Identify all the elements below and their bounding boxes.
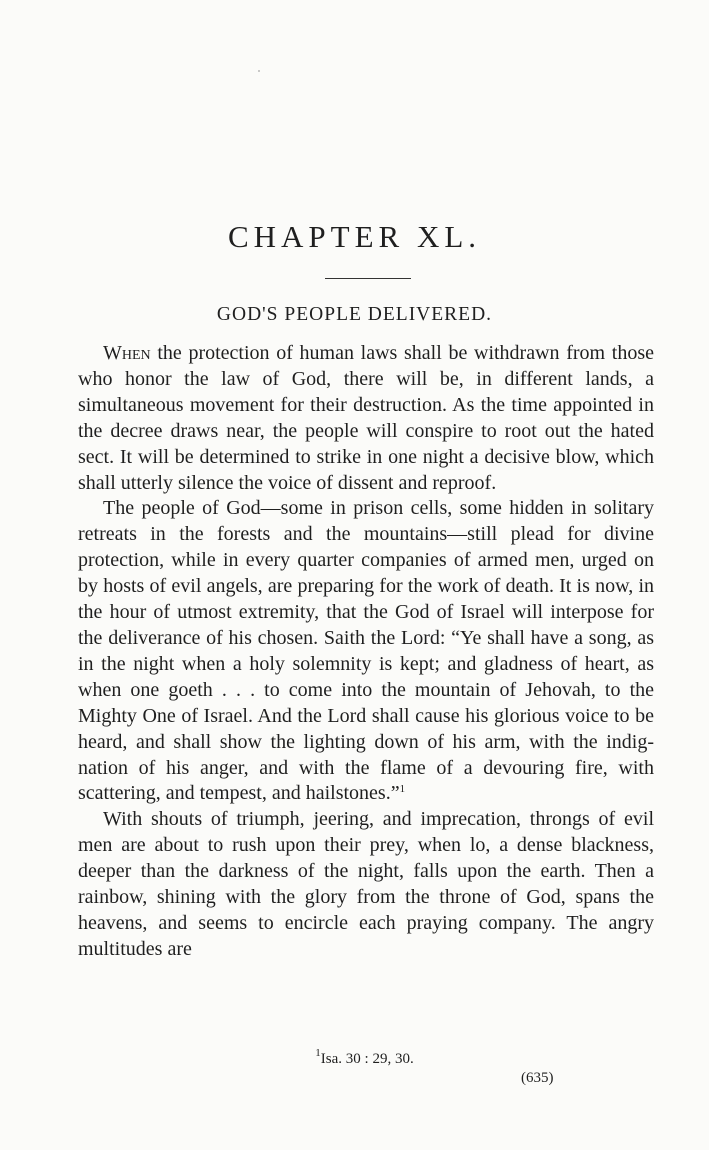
page-number: (635) <box>521 1070 554 1086</box>
footnote-text: Isa. 30 : 29, 30. <box>320 1051 414 1067</box>
footnote-marker: 1 <box>315 1047 321 1059</box>
paragraph-3 <box>78 807 654 962</box>
footnote-reference: 1 <box>399 783 406 796</box>
title-divider-rule <box>325 278 411 279</box>
paragraph-1-text: the protection of human laws shall be withdrawn from those who honor the law of God, there will be, in different lands, a simultaneous movement for their destruction. As the time appointed in the decree draws near, the people will conspire to root out the hated sect. It will be determined to strike in one night a decisive blow, which shall utterly silence the voice of dissent and reproof. <box>78 342 654 494</box>
paragraph-2 <box>78 496 654 807</box>
paragraph-1 <box>78 341 654 496</box>
section-heading: GOD'S PEOPLE DELIVERED. <box>216 304 493 325</box>
body-text <box>78 341 654 963</box>
chapter-title: CHAPTER XL. <box>227 219 482 254</box>
footnote <box>0 1047 709 1068</box>
paper-speck <box>258 70 260 72</box>
paragraph-2-text: The people of God—some in prison cells, some hidden in solitary retreats in the forests and the mountains—still plead for divine protection, while in every quarter companies of armed men, urged on by hosts of evil angels, are preparing for the work of death. It is now, in the hour of utmost extremity, that the God of Israel will interpose for the deliverance of his chosen. Saith the Lord: “Ye shall have a song, as in the night when a holy solemnity is kept; and gladness of heart, as when one goeth . . . to come into the mountain of Jehovah, to the Mighty One of Israel. And the Lord shall cause his glorious voice to be heard, and shall show the lighting down of his arm, with the indignation of his anger, and with the flame of a devouring fire, with scattering, and tempest, and hailstones.” <box>78 497 654 805</box>
paragraph-3-text: With shouts of triumph, jeering, and imprecation, throngs of evil men are about to rush upon their prey, when lo, a dense blackness, deeper than the darkness of the night, falls upon the earth. Then a rainbow, shining with the glory from the throne of God, spans the heavens, and seems to encircle each praying company. The angry multitudes are <box>78 808 654 960</box>
paragraph-1-lead-word: When <box>103 342 151 364</box>
